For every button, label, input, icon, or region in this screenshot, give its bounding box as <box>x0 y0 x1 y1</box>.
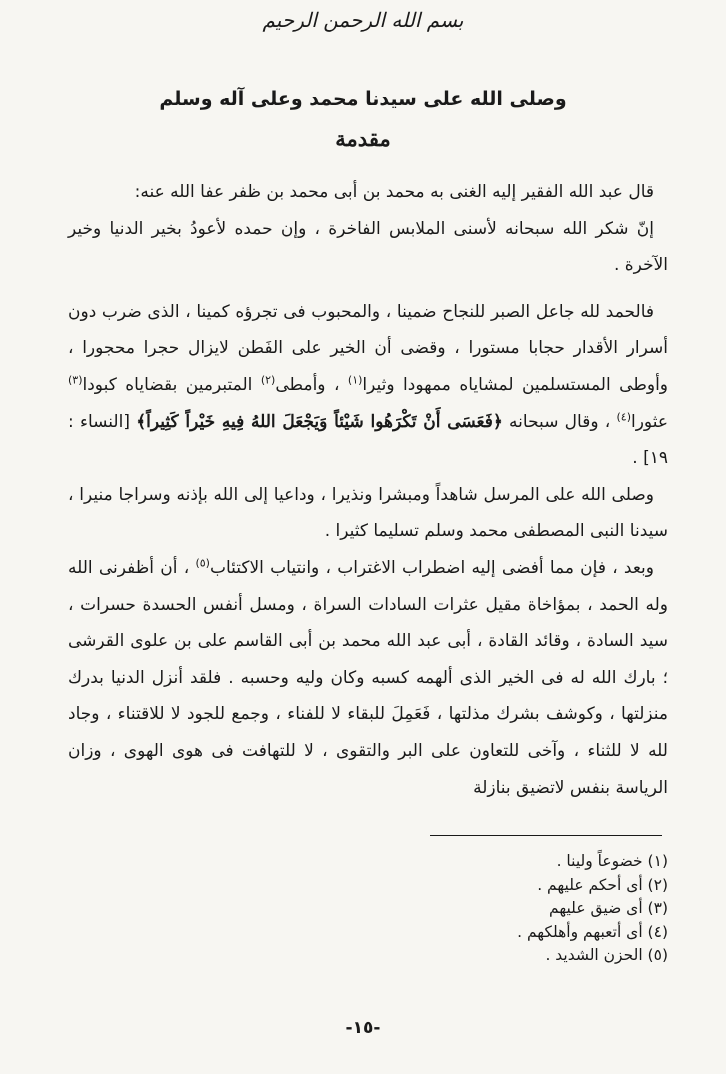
page-title: مقدمة <box>335 126 391 151</box>
footnote-4: (٤) أى أتعبهم وأهلكهم . <box>517 922 668 941</box>
paragraph-2: إنّ شكر الله سبحانه لأسنى الملابس الفاخرة ، وإن حمده لأعودُ بخير الدنيا وخير الآخرة . <box>68 218 668 276</box>
salawat-line: وصلى الله على سيدنا محمد وعلى آله وسلم <box>159 88 567 110</box>
paragraph-3-cont-2: المتبرمين بقضاياه كبودا <box>82 374 253 395</box>
footnotes <box>64 850 668 968</box>
footnote-1: (١) خضوعاً ولينا . <box>556 852 668 870</box>
footnote-ref-5: (٥) <box>195 556 210 570</box>
footnote-3: (٣) أى ضيق عليهم <box>549 899 668 917</box>
footnote-ref-3: (٣) <box>68 373 83 387</box>
footnote-2: (٢) أى أحكم عليهم . <box>537 875 668 894</box>
quran-verse: ﴿فَعَسَى أَنْ تَكْرَهُوا شَيْئاً وَيَجْعَلَ اللهُ فِيهِ خَيْراً كَثِيراً﴾ <box>136 411 503 432</box>
footnote-5: (٥) الحزن الشديد . <box>545 946 668 964</box>
basmala-calligraphy: بسم الله الرحمن الرحيم <box>262 8 464 32</box>
footnote-divider <box>430 835 662 836</box>
paragraph-4: وصلى الله على المرسل شاهداً ومبشرا ونذيرا ، وداعيا إلى الله بإذنه وسراجا منيرا ، سيدنا النبى المصطفى محمد وسلم تسليما كثيرا . <box>68 484 668 542</box>
paragraph-5-cont: ، أن أظفرنى الله وله الحمد ، بمؤاخاة مقيل عثرات السادات السراة ، ومسل أنفس الحسدة حسرات ، سيد السادة ، وقائد القادة ، أبى عبد الله محمد بن أبى القاسم على بن علوى القرشى ؛ بارك الله له فى الخير الذى ألهمه كسبه وكان وليه وحسبه . فلقد أنزل الدنيا بدرك منزلتها ، وكوشف بشرك مذلتها ، فَعَمِلَ للبقاء لا للفناء ، وجمع للجود لا للاقتناء ، وجاد لله لا للثناء ، وآخى للتعاون على البر والتقوى ، لا للتهافت فى هوى الهوى ، وزان الرياسة بنفس لاتضيق بنازلة <box>68 557 668 798</box>
paragraph-3-cont-4: ، وقال سبحانه <box>502 411 617 432</box>
paragraph-3-cont-3: عثورا <box>631 411 668 432</box>
footnote-ref-4: (٤) <box>616 409 631 423</box>
page-number: -١٥- <box>345 1018 381 1038</box>
main-text <box>68 174 668 806</box>
footnote-ref-2: (٢) <box>260 373 276 387</box>
paragraph-3-cont-1: ، وأمطى <box>275 374 348 395</box>
verse-citation: [النساء : ١٩] . <box>68 411 668 469</box>
paragraph-1: قال عبد الله الفقير إليه الغنى به محمد بن أبى محمد بن ظفر عفا الله عنه: <box>134 182 654 202</box>
paragraph-3 <box>68 294 668 477</box>
footnote-ref-1: (١) <box>347 373 363 387</box>
paragraph-5 <box>68 550 668 806</box>
paragraph-3-text: فالحمد لله جاعل الصبر للنجاح ضمينا ، والمحبوب فى تجرؤه كمينا ، الذى ضرب دون أسرار الأقدار حجابا مستورا ، وقضى أن الخير على الفَطن لايزال حجرا محجورا ، وأوطى المستسلمين لمشاياه ممهودا وثيرا <box>68 301 669 395</box>
paragraph-5-text: وبعد ، فإن مما أفضى إليه اضطراب الاغتراب ، وانتياب الاكتئاب <box>209 557 654 578</box>
